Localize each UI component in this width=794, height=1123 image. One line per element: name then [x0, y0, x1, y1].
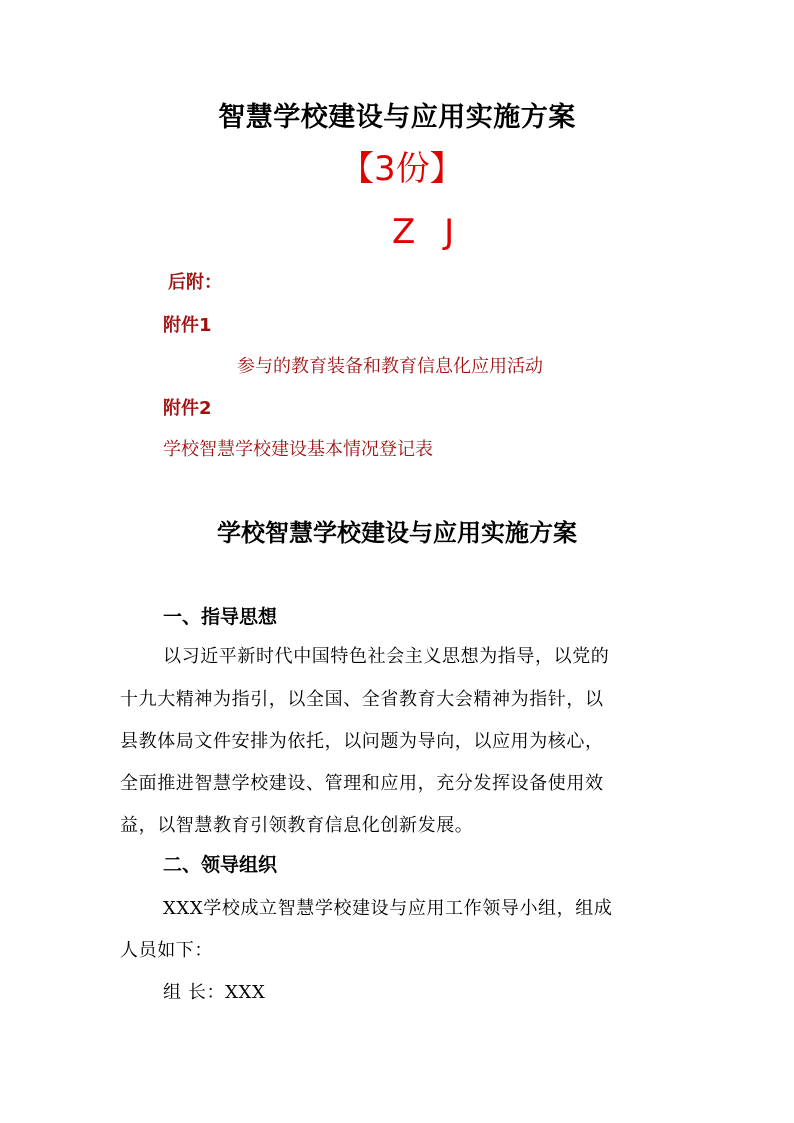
body-paragraph-line: XXX学校成立智慧学校建设与应用工作领导小组，组成	[163, 898, 613, 919]
body-paragraph-line: 十九大精神为指引，以全国、全省教育大会精神为指针，以	[120, 689, 604, 710]
attachment-2-title: 学校智慧学校建设基本情况登记表	[163, 439, 433, 460]
section-heading-leadership: 二、领导组织	[163, 854, 278, 876]
initials-label: Z J	[392, 212, 455, 252]
document-title: 学校智慧学校建设与应用实施方案	[217, 519, 577, 547]
attachment-1-title: 参与的教育装备和教育信息化应用活动	[237, 356, 543, 377]
body-paragraph-line: 组 长：XXX	[163, 982, 266, 1003]
body-paragraph-line: 县教体局文件安排为依托，以问题为导向，以应用为核心，	[120, 731, 604, 752]
appendix-intro-label: 后附：	[168, 272, 222, 293]
page-title: 智慧学校建设与应用实施方案	[218, 102, 576, 133]
body-paragraph-line: 以习近平新时代中国特色社会主义思想为指导，以党的	[163, 646, 610, 667]
section-heading-guiding-ideology: 一、指导思想	[163, 606, 278, 628]
body-paragraph-line: 全面推进智慧学校建设、管理和应用，充分发挥设备使用效	[120, 773, 604, 794]
body-paragraph-line: 人员如下：	[120, 940, 213, 961]
attachment-1-label: 附件1	[163, 315, 212, 336]
copies-badge: 【3份】	[340, 149, 464, 189]
body-paragraph-line: 益，以智慧教育引领教育信息化创新发展。	[120, 815, 474, 836]
attachment-2-label: 附件2	[163, 398, 212, 419]
